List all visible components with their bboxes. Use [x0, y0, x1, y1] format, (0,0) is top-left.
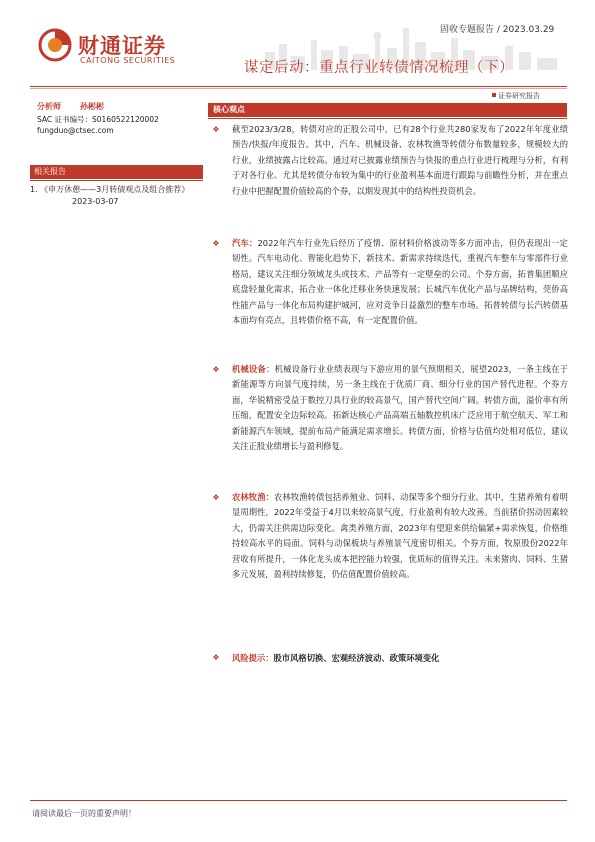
paragraph-text: 农林牧渔转债包括养殖业、饲料、动保等多个细分行业。其中，生猪养殖有着明显周期性，2022年受益于4月以来较高景气度，行业盈利有较大改善。当前猪价拐动因素较大，仍需关注供需边际变化。禽类养殖方面，2023年有望迎来供给偏紧+需求恢复，价格维持较高水平的局面。饲料与动保板块与养殖景气度密切相关。个券方面，牧原股份2022年营收有所提升，一体化龙头成本把控能力较强，优质标的值得关注。未来猪肉、饲料、生猪多元发展，盈利持续修复，仍估值配置价值较高。 [232, 492, 568, 580]
diamond-bullet-icon: ❖ [212, 493, 220, 502]
brand-name-cn: 财通证券 [78, 34, 166, 58]
logo-icon [38, 28, 72, 62]
core-view-divider [208, 118, 567, 119]
diamond-bullet-icon: ❖ [212, 125, 220, 134]
paragraph-text: 机械设备行业业绩表现与下游应用的景气预期相关，展望2023，一条主线在于新能源等方向景气度持续，另一条主线在于优质厂商、细分行业的国产替代进程。个券方面，华锐精密受益于数控刀具行业的较高景气，国产替代空间广阔。转债方面，溢价率有所压缩，配置安全边际较高。拓新达核心产品高端五轴数控机床广泛应用于航空航天、军工和新能源汽车领域，提前布局产能满足需求增长。转债方面，价格与估值均处相对低位，建议关注正股业绩增长与盈利修复。 [232, 364, 568, 452]
paragraph-text: 截至2023/3/28，转债对应的正股公司中，已有28个行业共280家发布了2022年年度业绩预告/快报/年度报告。其中，汽车、机械设备、农林牧渔等转债分布数量较多，规模较大的行业，业绩披露占比较高。通过对已披露业绩预告与快报的重点行业进行梳理与分析，有利于对各行业、尤其是转债分布较为集中的行业盈利基本面进行跟踪与前瞻性分析，并在重点行业中把握配置价值较高的个券，以期发现其中的结构性投资机会。 [232, 124, 568, 196]
sac-certificate: SAC 证书编号：S0160522120002 [37, 115, 159, 124]
series-label: 证券研究报告 [498, 92, 540, 100]
diamond-bullet-icon: ❖ [212, 239, 220, 248]
report-meta: 固收专题报告 / 2023.03.29 [440, 25, 555, 35]
footer-disclaimer: 请阅读最后一页的重要声明！ [32, 809, 136, 818]
analyst-label: 分析师 [37, 102, 61, 111]
related-reports-title: 相关报告 [34, 167, 66, 176]
paragraph-keyword: 农林牧渔： [232, 492, 275, 502]
core-paragraph [232, 236, 568, 328]
core-paragraph [232, 122, 568, 199]
header-divider [30, 86, 567, 87]
paragraph-text: 2022年汽车行业先后经历了疫情、原材料价格波动等多方面冲击，但仍表现出一定韧性。汽车电动化、智能化趋势下，新技术、新需求持续迭代，重视汽车整车与零部件行业格局，建议关注细分领域龙头或技术、产品等有一定壁垒的公司。个券方面，拓普集团顺应底盘轻量化需求，拓合业一体化迁移业务快速发展；长城汽车优化产品与品牌结构，莞侨高性能产品与一体化布局构建护城河，应对竞争日益激烈的整车市场。拓普转债与长汽转债基本面均有亮点，且转债价格不高，有一定配置价值。 [232, 238, 568, 326]
core-view-header [208, 103, 567, 117]
risk-warning [232, 652, 439, 664]
header-divider-light [30, 88, 567, 89]
footer-divider [30, 800, 567, 801]
brand-name-en: CAITONG SECURITIES [80, 56, 176, 65]
risk-text: 股市风格切换、宏观经济波动、政策环境变化 [273, 653, 440, 663]
core-paragraph [232, 490, 568, 582]
report-title: 谋定后动：重点行业转债情况梳理（下） [244, 60, 514, 76]
analyst-name: 孙彬彬 [80, 102, 104, 111]
diamond-bullet-icon: ❖ [212, 365, 220, 374]
diamond-bullet-icon: ❖ [212, 653, 220, 662]
paragraph-keyword: 机械设备： [232, 364, 275, 374]
related-report-link[interactable]: 1. 《申万休憩——3月转债观点及组合推荐》 [30, 185, 190, 194]
core-paragraph [232, 362, 568, 454]
paragraph-keyword: 汽车： [232, 238, 258, 248]
related-report-date: 2023-03-07 [72, 197, 119, 206]
risk-label: 风险提示： [232, 653, 274, 663]
series-marker [492, 93, 496, 97]
analyst-email: fungduo@ctsec.com [37, 126, 114, 135]
related-reports-divider [30, 180, 203, 181]
core-view-title: 核心观点 [213, 105, 245, 114]
